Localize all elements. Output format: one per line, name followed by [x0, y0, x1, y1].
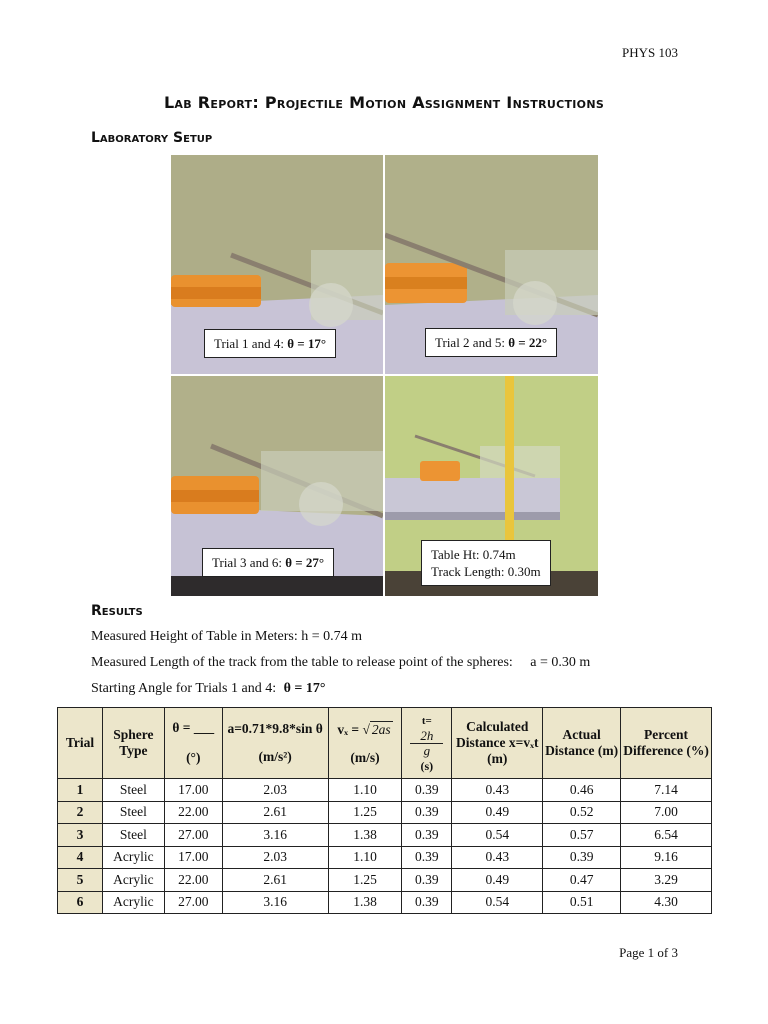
caption-table-dimensions [421, 540, 551, 586]
cell-pct: 3.29 [621, 869, 712, 892]
cell-pct: 9.16 [621, 846, 712, 869]
header-time-unit: (s) [420, 758, 434, 773]
cell-actual: 0.39 [543, 846, 621, 869]
page-number: Page 1 of 3 [619, 945, 678, 960]
header-velocity-unit: (m/s) [350, 749, 380, 765]
cell-sphere: Steel [102, 779, 164, 802]
header-actual-distance: Actual Distance (m) [543, 708, 621, 779]
cell-actual: 0.47 [543, 869, 621, 892]
cell-a: 2.61 [222, 869, 328, 892]
measured-length-value: a = 0.30 m [530, 655, 591, 670]
cell-theta: 27.00 [164, 891, 222, 914]
cell-sphere: Steel [102, 824, 164, 847]
cell-calc: 0.43 [452, 846, 543, 869]
cell-trial: 1 [58, 779, 103, 802]
section-heading-setup: Laboratory Setup [91, 130, 213, 146]
starting-angle-line [91, 681, 326, 697]
caption-trial-2-5 [425, 328, 557, 357]
header-velocity: vₓ = √ 2as (m/s) [328, 708, 402, 779]
header-percent-difference: Percent Difference (%) [621, 708, 712, 779]
cell-sphere: Steel [102, 801, 164, 824]
cell-pct: 7.14 [621, 779, 712, 802]
cell-trial: 3 [58, 824, 103, 847]
measured-height-line: Measured Height of Table in Meters: h = 0.74 m [91, 629, 363, 644]
cell-a: 2.61 [222, 801, 328, 824]
cell-calc: 0.49 [452, 869, 543, 892]
cell-actual: 0.51 [543, 891, 621, 914]
cell-vx: 1.25 [328, 801, 402, 824]
track-length-label: Track Length: 0.30m [431, 564, 541, 579]
table-row [58, 801, 712, 824]
header-theta-unit: (°) [186, 750, 201, 765]
results-table [57, 707, 712, 914]
caption-angle: θ = 17° [287, 336, 327, 351]
cell-pct: 4.30 [621, 891, 712, 914]
starting-angle-value: θ = 17° [283, 681, 326, 696]
header-theta [164, 708, 222, 779]
cell-actual: 0.57 [543, 824, 621, 847]
cell-t: 0.39 [402, 779, 452, 802]
cell-theta: 17.00 [164, 846, 222, 869]
cell-theta: 17.00 [164, 779, 222, 802]
header-time-numerator: 2h [410, 729, 443, 744]
caption-angle: θ = 22° [508, 335, 548, 350]
measured-length-line [91, 655, 590, 671]
caption-angle: θ = 27° [285, 555, 325, 570]
header-time [402, 708, 452, 779]
cell-theta: 22.00 [164, 801, 222, 824]
cell-t: 0.39 [402, 891, 452, 914]
table-header-row [58, 708, 712, 779]
starting-angle-label: Starting Angle for Trials 1 and 4: [91, 681, 277, 696]
cell-calc: 0.54 [452, 891, 543, 914]
table-row [58, 869, 712, 892]
cell-t: 0.39 [402, 824, 452, 847]
page-title: Lab Report: Projectile Motion Assignment Instructions [163, 93, 605, 112]
table-row [58, 846, 712, 869]
cell-a: 2.03 [222, 779, 328, 802]
cell-calc: 0.49 [452, 801, 543, 824]
cell-trial: 2 [58, 801, 103, 824]
header-velocity-label: vₓ = [337, 721, 363, 737]
cell-actual: 0.52 [543, 801, 621, 824]
section-heading-results: Results [91, 603, 143, 619]
header-theta-label: θ = ___ [172, 720, 215, 735]
caption-trial-1-4 [204, 329, 336, 358]
table-row [58, 824, 712, 847]
header-acceleration-unit: (m/s²) [258, 749, 292, 764]
setup-photo-grid [171, 155, 598, 596]
caption-prefix: Trial 1 and 4: [214, 336, 288, 351]
cell-vx: 1.38 [328, 824, 402, 847]
header-time-denominator: g [423, 742, 431, 758]
header-acceleration-formula: a=0.71*9.8*sin θ [227, 721, 323, 736]
cell-a: 3.16 [222, 891, 328, 914]
cell-sphere: Acrylic [102, 869, 164, 892]
cell-vx: 1.38 [328, 891, 402, 914]
header-sphere-type: Sphere Type [102, 708, 164, 779]
table-row [58, 891, 712, 914]
cell-a: 3.16 [222, 824, 328, 847]
header-trial: Trial [58, 708, 103, 779]
cell-theta: 27.00 [164, 824, 222, 847]
cell-pct: 7.00 [621, 801, 712, 824]
cell-sphere: Acrylic [102, 891, 164, 914]
cell-vx: 1.10 [328, 846, 402, 869]
cell-t: 0.39 [402, 801, 452, 824]
cell-sphere: Acrylic [102, 846, 164, 869]
cell-pct: 6.54 [621, 824, 712, 847]
caption-trial-3-6 [202, 548, 334, 577]
header-velocity-radicand: 2as [371, 721, 391, 737]
cell-t: 0.39 [402, 846, 452, 869]
measured-length-label: Measured Length of the track from the table to release point of the spheres: [91, 655, 513, 670]
cell-vx: 1.25 [328, 869, 402, 892]
cell-trial: 4 [58, 846, 103, 869]
header-time-label: t= [421, 714, 432, 727]
cell-trial: 6 [58, 891, 103, 914]
header-acceleration [222, 708, 328, 779]
cell-actual: 0.46 [543, 779, 621, 802]
table-height-label: Table Ht: 0.74m [431, 547, 516, 562]
cell-t: 0.39 [402, 869, 452, 892]
cell-calc: 0.54 [452, 824, 543, 847]
cell-vx: 1.10 [328, 779, 402, 802]
cell-trial: 5 [58, 869, 103, 892]
course-code: PHYS 103 [622, 45, 678, 60]
cell-calc: 0.43 [452, 779, 543, 802]
table-row [58, 779, 712, 802]
cell-theta: 22.00 [164, 869, 222, 892]
header-calculated-distance: Calculated Distance x=vₓt (m) [452, 708, 543, 779]
caption-prefix: Trial 2 and 5: [435, 335, 509, 350]
cell-a: 2.03 [222, 846, 328, 869]
caption-prefix: Trial 3 and 6: [212, 555, 286, 570]
